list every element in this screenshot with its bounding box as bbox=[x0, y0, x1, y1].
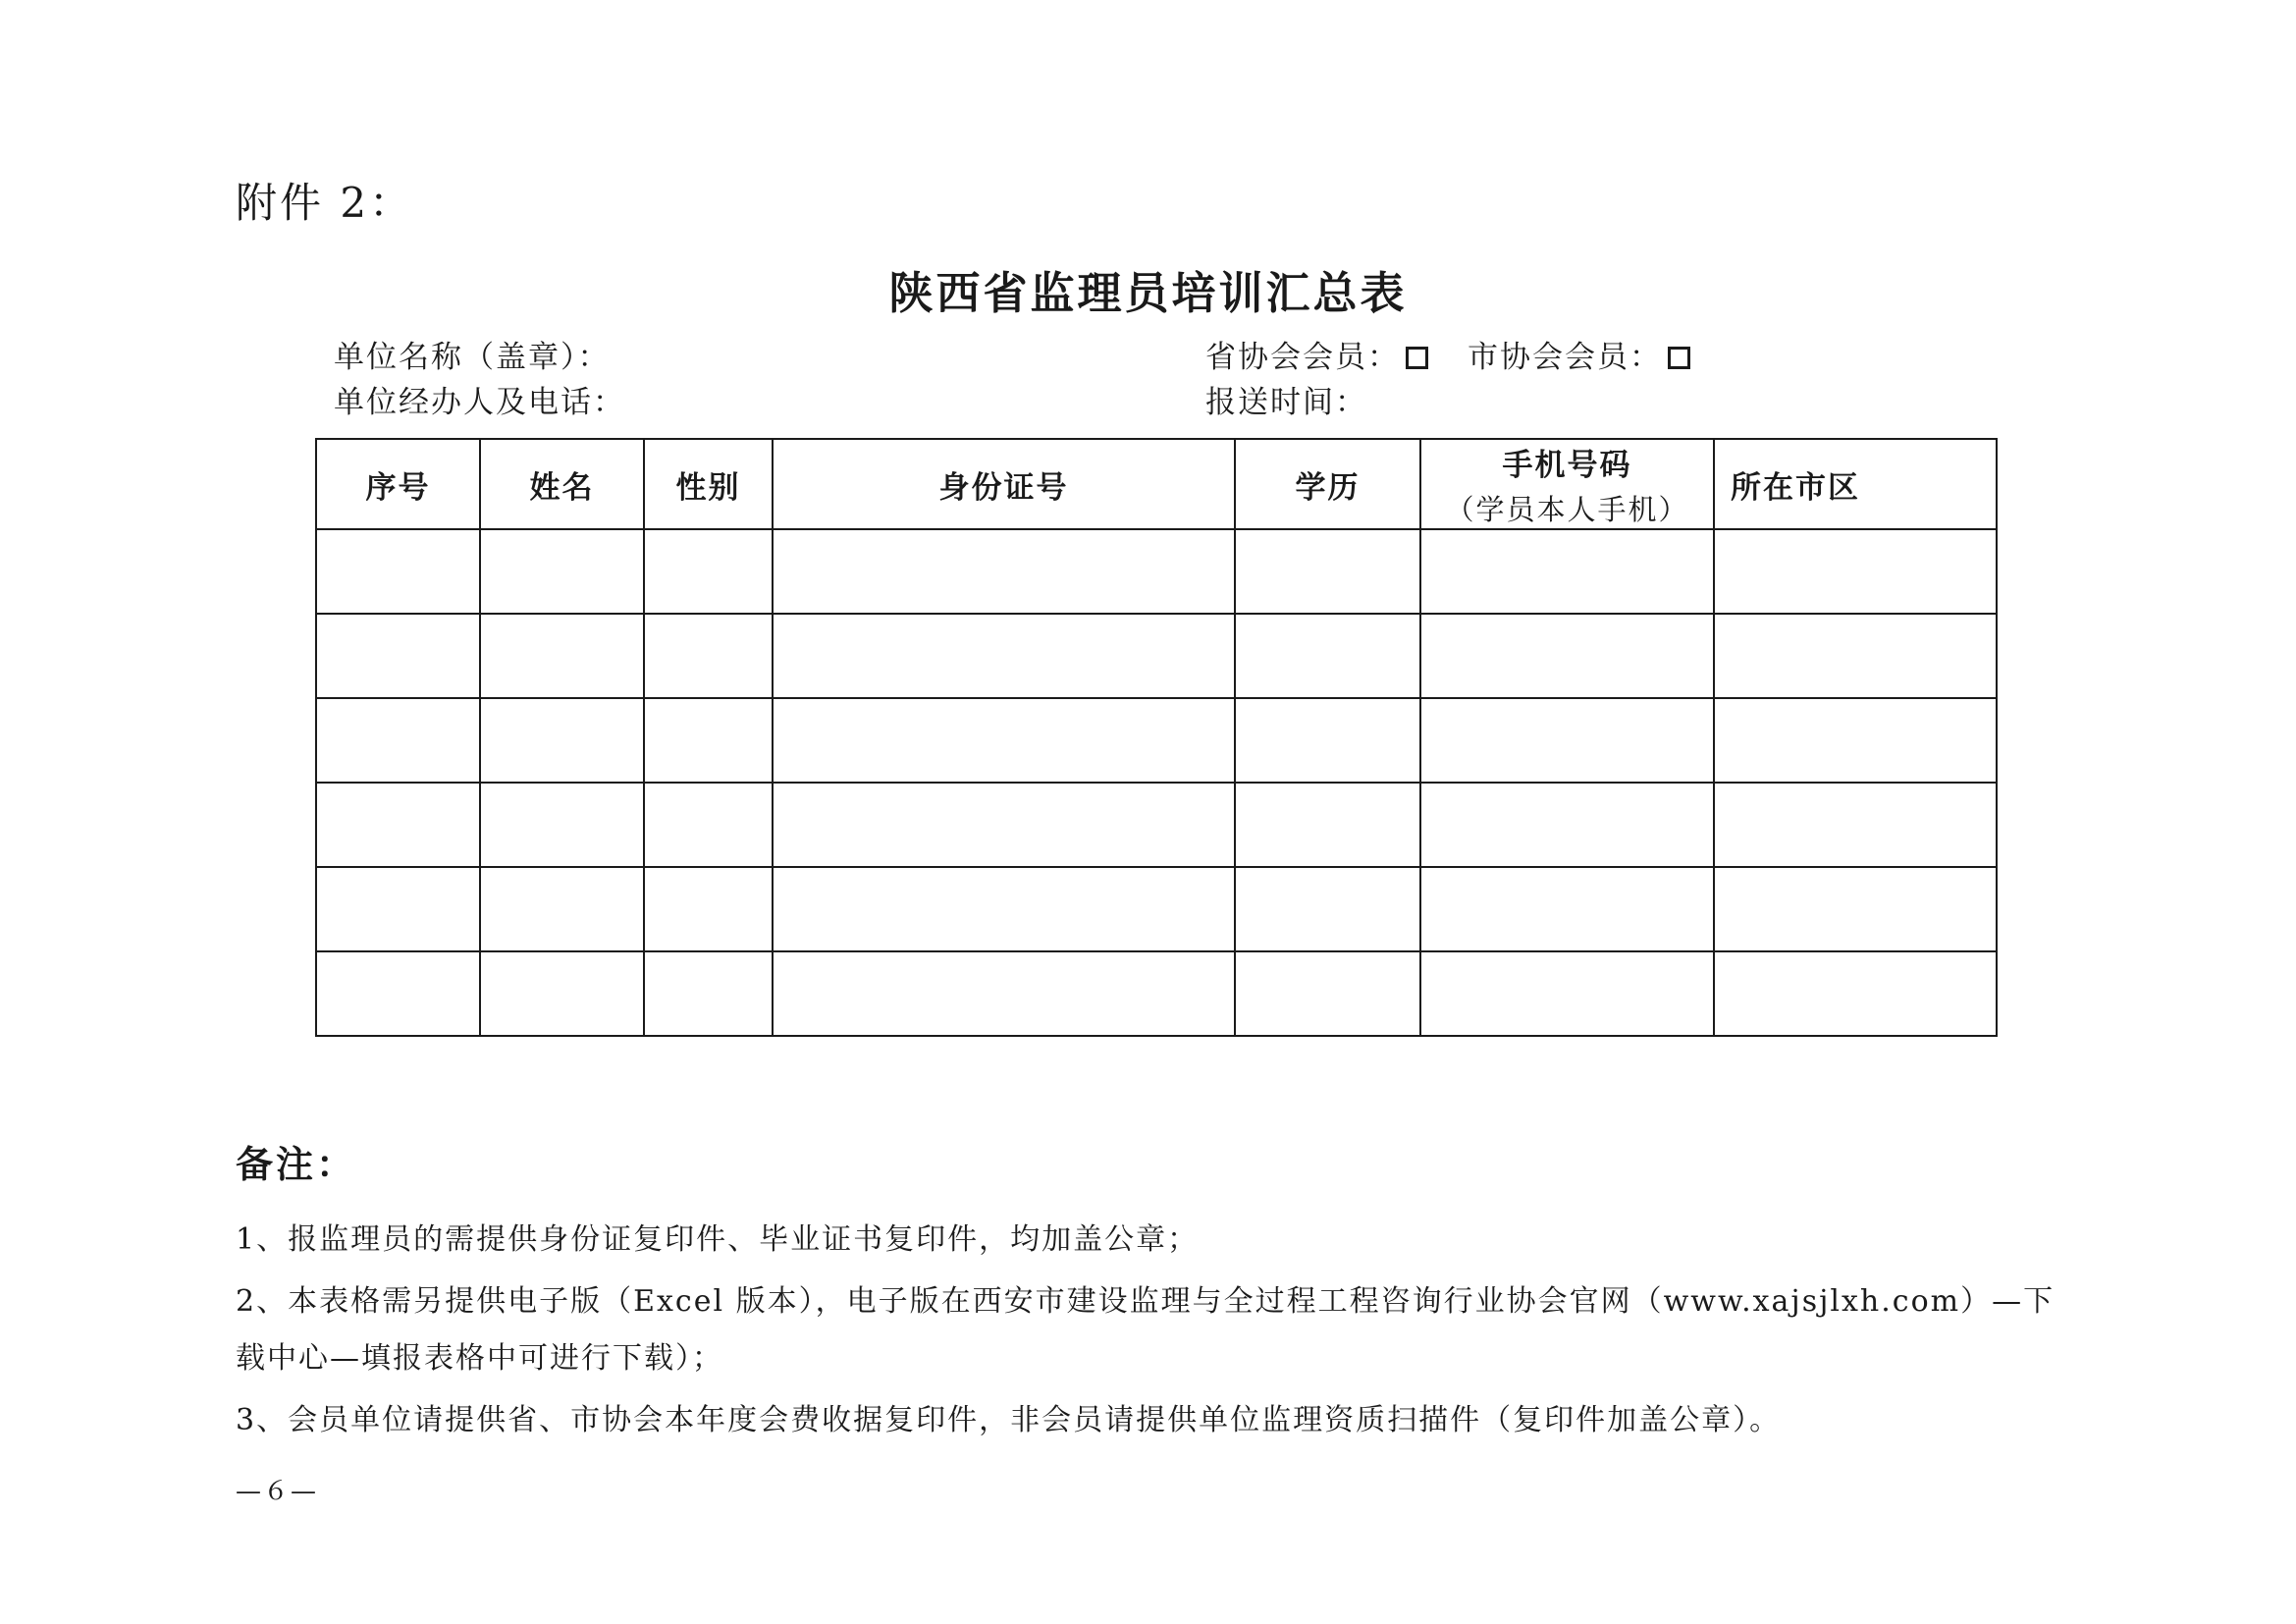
table-cell[interactable] bbox=[773, 783, 1235, 867]
table-cell[interactable] bbox=[1420, 951, 1714, 1036]
table-cell[interactable] bbox=[316, 951, 480, 1036]
table-cell[interactable] bbox=[644, 867, 773, 951]
table-cell[interactable] bbox=[1235, 951, 1420, 1036]
table-cell[interactable] bbox=[773, 951, 1235, 1036]
table-cell[interactable] bbox=[1714, 614, 1997, 698]
table-cell[interactable] bbox=[480, 529, 644, 614]
table-cell[interactable] bbox=[644, 529, 773, 614]
city-member-checkbox[interactable] bbox=[1668, 347, 1690, 369]
table-cell[interactable] bbox=[480, 867, 644, 951]
table-cell[interactable] bbox=[480, 614, 644, 698]
table-row bbox=[316, 783, 1997, 867]
table-row bbox=[316, 951, 1997, 1036]
table-cell[interactable] bbox=[1420, 529, 1714, 614]
remark-note-2-line-1: 2、本表格需另提供电子版（Excel 版本），电子版在西安市建设监理与全过程工程咨询行业协会官网（www.xajsjlxh.com）—下 bbox=[236, 1284, 2056, 1319]
attachment-label: 附件 2： bbox=[236, 179, 414, 227]
report-time-label: 报送时间： bbox=[1205, 385, 1367, 420]
table-cell[interactable] bbox=[1420, 783, 1714, 867]
table-cell[interactable] bbox=[773, 698, 1235, 783]
header-id-number: 身份证号 bbox=[773, 439, 1235, 529]
table-cell[interactable] bbox=[644, 951, 773, 1036]
header-name: 姓名 bbox=[480, 439, 644, 529]
header-serial-number: 序号 bbox=[316, 439, 480, 529]
table-cell[interactable] bbox=[480, 783, 644, 867]
unit-contact-label: 单位经办人及电话： bbox=[334, 385, 625, 420]
table-cell[interactable] bbox=[1235, 783, 1420, 867]
table-cell[interactable] bbox=[1235, 698, 1420, 783]
header-city-district: 所在市区 bbox=[1714, 439, 1997, 529]
table-header-row bbox=[316, 439, 1997, 529]
table-cell[interactable] bbox=[644, 783, 773, 867]
table-cell[interactable] bbox=[316, 529, 480, 614]
table-cell[interactable] bbox=[316, 867, 480, 951]
table-cell[interactable] bbox=[1420, 867, 1714, 951]
table-row bbox=[316, 529, 1997, 614]
province-member-label: 省协会会员： bbox=[1205, 340, 1400, 375]
table-cell[interactable] bbox=[316, 783, 480, 867]
table-cell[interactable] bbox=[316, 698, 480, 783]
table-cell[interactable] bbox=[1420, 614, 1714, 698]
table-cell[interactable] bbox=[644, 614, 773, 698]
table-cell[interactable] bbox=[316, 614, 480, 698]
remark-note-3: 3、会员单位请提供省、市协会本年度会费收据复印件，非会员请提供单位监理资质扫描件（复印件加盖公章）。 bbox=[236, 1403, 1782, 1437]
header-education: 学历 bbox=[1235, 439, 1420, 529]
document-title: 陕西省监理员培训汇总表 bbox=[888, 267, 1408, 319]
table-cell[interactable] bbox=[644, 698, 773, 783]
table-cell[interactable] bbox=[1714, 951, 1997, 1036]
table-cell[interactable] bbox=[1714, 529, 1997, 614]
table-cell[interactable] bbox=[1235, 867, 1420, 951]
remark-note-1: 1、报监理员的需提供身份证复印件、毕业证书复印件，均加盖公章； bbox=[236, 1222, 1200, 1257]
table-cell[interactable] bbox=[1235, 529, 1420, 614]
header-phone: 手机号码 （学员本人手机） bbox=[1420, 439, 1714, 529]
header-gender: 性别 bbox=[644, 439, 773, 529]
remarks-heading: 备注： bbox=[236, 1142, 357, 1186]
table-cell[interactable] bbox=[480, 698, 644, 783]
table-cell[interactable] bbox=[1420, 698, 1714, 783]
page-number: —６— bbox=[236, 1477, 319, 1506]
table-cell[interactable] bbox=[773, 529, 1235, 614]
table-cell[interactable] bbox=[1714, 867, 1997, 951]
table-cell[interactable] bbox=[773, 614, 1235, 698]
table-cell[interactable] bbox=[1714, 783, 1997, 867]
table-cell[interactable] bbox=[1235, 614, 1420, 698]
summary-table-container bbox=[315, 438, 1996, 1037]
city-member-label: 市协会会员： bbox=[1468, 340, 1662, 375]
table-cell[interactable] bbox=[773, 867, 1235, 951]
remark-note-2-line-2: 载中心—填报表格中可进行下载）； bbox=[236, 1341, 723, 1376]
province-member-checkbox[interactable] bbox=[1406, 347, 1428, 369]
table-row bbox=[316, 698, 1997, 783]
table-cell[interactable] bbox=[480, 951, 644, 1036]
membership-line bbox=[1205, 332, 1696, 376]
unit-name-label: 单位名称（盖章）： bbox=[334, 340, 611, 375]
table-row bbox=[316, 614, 1997, 698]
table-row bbox=[316, 867, 1997, 951]
header-phone-sub: （学员本人手机） bbox=[1445, 493, 1689, 526]
summary-table bbox=[315, 438, 1998, 1037]
table-cell[interactable] bbox=[1714, 698, 1997, 783]
